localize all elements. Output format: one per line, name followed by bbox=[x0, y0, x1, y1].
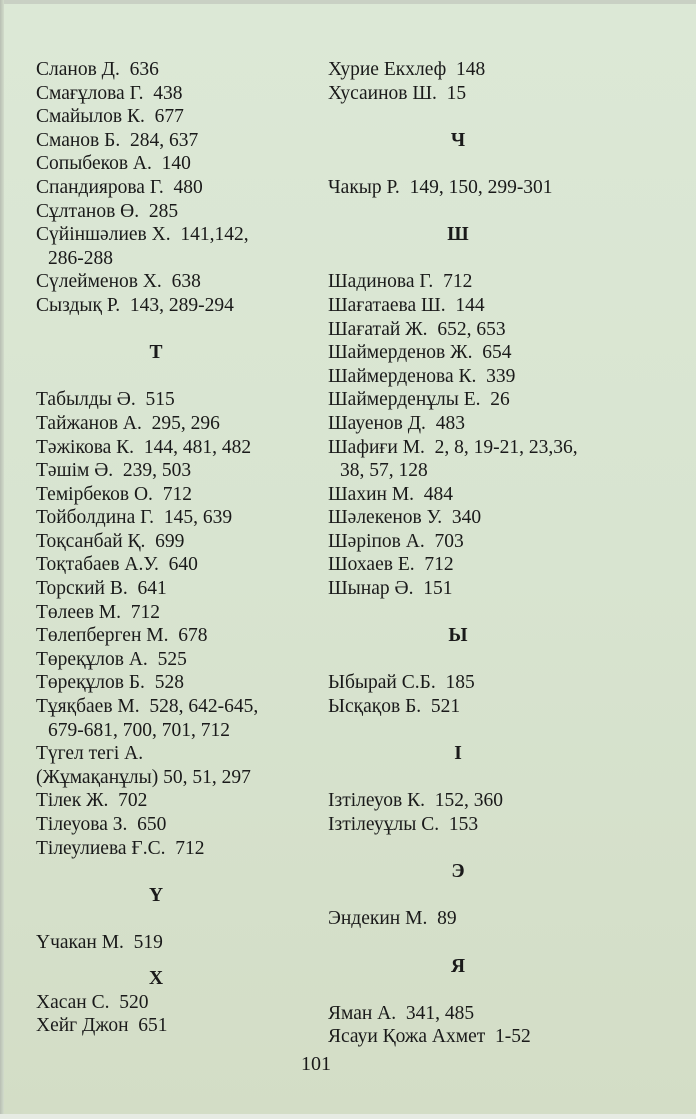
entry-page-refs: 640 bbox=[168, 554, 198, 576]
entry-name: Ыбырай С.Б. bbox=[328, 672, 436, 694]
entry-name: Смағұлова Г. bbox=[36, 82, 144, 104]
index-entry bbox=[328, 294, 628, 318]
entry-page-refs: 144, 481, 482 bbox=[143, 436, 252, 458]
index-entry bbox=[36, 294, 316, 318]
index-entry bbox=[328, 436, 628, 483]
index-entry bbox=[36, 695, 316, 742]
entry-name: Тоқтабаев А.У. bbox=[36, 554, 159, 576]
index-column-right bbox=[328, 58, 628, 1049]
entry-name: Хасан С. bbox=[36, 991, 110, 1013]
entry-page-refs: 145, 639 bbox=[163, 507, 233, 529]
entry-name: Шохаев Е. bbox=[328, 554, 415, 576]
entry-name: Эндекин М. bbox=[328, 908, 428, 930]
index-entry bbox=[36, 129, 316, 153]
page-bottom-edge bbox=[0, 1114, 696, 1119]
index-entry bbox=[328, 412, 628, 436]
entry-page-refs: 702 bbox=[118, 790, 148, 812]
letter-heading: Ш bbox=[447, 224, 469, 246]
entry-page-refs-continued: 38, 57, 128 bbox=[340, 460, 428, 482]
entry-page-refs: 712 bbox=[175, 837, 205, 859]
entry-page-refs: 638 bbox=[171, 271, 201, 293]
entry-page-refs: 515 bbox=[145, 389, 175, 411]
entry-page-refs: 285 bbox=[148, 200, 179, 222]
entry-page-refs: 712 bbox=[130, 601, 160, 623]
entry-name: Сланов Д. bbox=[36, 59, 120, 80]
index-entry bbox=[36, 742, 316, 789]
entry-page-refs: 528, 642-645, bbox=[149, 696, 259, 718]
letter-heading: Э bbox=[451, 861, 465, 883]
letter-heading: Х bbox=[148, 967, 164, 989]
entry-name: Смайылов К. bbox=[36, 106, 145, 128]
index-entry bbox=[36, 837, 316, 861]
entry-name: Түгел тегі А. bbox=[36, 743, 144, 765]
entry-page-refs: 152, 360 bbox=[434, 790, 504, 812]
index-entry bbox=[36, 176, 316, 200]
entry-name: Шынар Ә. bbox=[328, 578, 414, 600]
entry-name: Сүлейменов Х. bbox=[36, 271, 162, 293]
entry-page-refs: 699 bbox=[155, 530, 185, 552]
entry-page-refs: 520 bbox=[119, 991, 149, 1013]
entry-continued: (Жұмақанұлы) 50, 51, 297 bbox=[36, 766, 251, 788]
entry-name: Төреқұлов А. bbox=[36, 648, 148, 670]
index-entry bbox=[328, 813, 628, 837]
entry-name: Тәшім Ә. bbox=[36, 460, 114, 482]
index-entry bbox=[36, 671, 316, 695]
entry-page-refs: 641 bbox=[137, 578, 167, 600]
index-entry bbox=[36, 200, 316, 224]
index-entry bbox=[328, 907, 628, 931]
entry-name: Ізтілеуов К. bbox=[328, 790, 426, 812]
entry-page-refs: 149, 150, 299-301 bbox=[409, 176, 553, 198]
entry-page-refs: 438 bbox=[153, 82, 183, 104]
entry-page-refs: 148 bbox=[455, 59, 486, 80]
entry-page-refs: 650 bbox=[137, 814, 167, 835]
entry-name: Хусаинов Ш. bbox=[328, 82, 437, 104]
entry-name: Тілеулиева Ғ.С. bbox=[36, 837, 166, 859]
entry-name: Чакыр Р. bbox=[328, 176, 400, 198]
index-column-left bbox=[36, 58, 316, 1038]
index-entry bbox=[328, 1002, 628, 1026]
entry-name: Табылды Ә. bbox=[36, 389, 136, 411]
letter-heading: Ы bbox=[448, 625, 468, 647]
index-entry bbox=[36, 105, 316, 129]
entry-page-refs: 519 bbox=[133, 932, 163, 954]
letter-heading: Ү bbox=[148, 885, 164, 907]
entry-name: Тойболдина Г. bbox=[36, 507, 155, 529]
entry-name: Шәріпов А. bbox=[328, 530, 425, 552]
index-entry bbox=[36, 459, 316, 483]
entry-name: Тұяқбаев М. bbox=[36, 696, 140, 718]
entry-page-refs: 1-52 bbox=[495, 1026, 531, 1048]
entry-page-refs: 712 bbox=[162, 483, 192, 505]
entry-page-refs: 185 bbox=[445, 672, 475, 694]
entry-name: Ізтілеуұлы С. bbox=[328, 814, 440, 835]
entry-name: Ысқақов Б. bbox=[328, 696, 422, 718]
letter-heading: Т bbox=[149, 342, 163, 364]
entry-name: Ясауи Қожа Ахмет bbox=[328, 1026, 486, 1048]
index-entry bbox=[36, 931, 316, 955]
entry-page-refs: 295, 296 bbox=[151, 412, 220, 434]
index-entry bbox=[36, 624, 316, 648]
entry-name: Тәжікова К. bbox=[36, 436, 135, 458]
entry-page-refs: 636 bbox=[129, 59, 159, 80]
index-entry bbox=[36, 553, 316, 577]
index-entry bbox=[36, 530, 316, 554]
entry-name: Шадинова Г. bbox=[328, 271, 434, 293]
index-entry bbox=[328, 341, 628, 365]
entry-page-refs: 483 bbox=[435, 412, 465, 434]
entry-page-refs: 153 bbox=[448, 814, 479, 835]
entry-name: Хейг Джон bbox=[36, 1015, 129, 1037]
entry-page-refs: 143, 289-294 bbox=[129, 294, 234, 316]
index-entry bbox=[36, 577, 316, 601]
entry-page-refs: 678 bbox=[178, 625, 208, 647]
index-entry bbox=[328, 530, 628, 554]
index-entry bbox=[328, 270, 628, 294]
index-entry bbox=[36, 436, 316, 460]
index-entry bbox=[36, 58, 316, 82]
entry-page-refs: 484 bbox=[423, 483, 454, 505]
index-entry bbox=[328, 506, 628, 530]
letter-heading: І bbox=[454, 743, 462, 765]
index-entry bbox=[328, 695, 628, 719]
letter-heading: Я bbox=[450, 955, 466, 977]
page-top-edge bbox=[0, 0, 696, 4]
index-entry bbox=[36, 270, 316, 294]
entry-name: Сүйіншәлиев Х. bbox=[36, 224, 171, 246]
entry-name: Шаймерденұлы Е. bbox=[328, 389, 481, 411]
entry-name: Тайжанов А. bbox=[36, 412, 142, 434]
entry-name: Шаймерденов Ж. bbox=[328, 342, 473, 364]
entry-name: Сманов Б. bbox=[36, 129, 121, 151]
index-entry bbox=[328, 58, 628, 82]
index-entry bbox=[328, 553, 628, 577]
entry-page-refs: 15 bbox=[446, 82, 467, 104]
entry-page-refs: 239, 503 bbox=[122, 460, 192, 482]
page-number: 101 bbox=[301, 1053, 331, 1075]
entry-page-refs: 525 bbox=[157, 648, 187, 670]
entry-page-refs: 151 bbox=[423, 578, 453, 600]
entry-name: Үчакан М. bbox=[36, 932, 124, 954]
entry-name: Спандиярова Г. bbox=[36, 176, 164, 198]
entry-name: Шаймерденова К. bbox=[328, 365, 477, 387]
entry-page-refs: 141,142, bbox=[180, 224, 249, 246]
index-entry bbox=[36, 991, 316, 1015]
entry-page-refs: 144 bbox=[455, 294, 485, 316]
index-entry bbox=[36, 388, 316, 412]
index-entry bbox=[36, 483, 316, 507]
index-entry bbox=[328, 388, 628, 412]
entry-page-refs-continued: 679-681, 700, 701, 712 bbox=[48, 719, 230, 741]
entry-page-refs: 712 bbox=[424, 554, 454, 576]
entry-page-refs: 654 bbox=[482, 342, 512, 364]
index-entry bbox=[36, 1014, 316, 1038]
index-entry bbox=[328, 318, 628, 342]
entry-page-refs: 528 bbox=[154, 672, 184, 694]
entry-page-refs: 140 bbox=[161, 153, 191, 175]
index-entry bbox=[328, 176, 628, 200]
index-entry bbox=[328, 483, 628, 507]
entry-page-refs: 26 bbox=[490, 389, 510, 411]
entry-name: Төлеев М. bbox=[36, 601, 121, 623]
index-entry bbox=[36, 648, 316, 672]
entry-name: Хурие Екхлеф bbox=[328, 59, 447, 80]
index-entry bbox=[328, 82, 628, 106]
entry-name: Тілеуова З. bbox=[36, 814, 128, 835]
entry-page-refs: 703 bbox=[434, 530, 464, 552]
index-entry bbox=[36, 82, 316, 106]
entry-page-refs: 480 bbox=[173, 176, 203, 198]
entry-page-refs: 521 bbox=[430, 696, 461, 718]
entry-page-refs: 89 bbox=[437, 908, 457, 930]
entry-name: Тоқсанбай Қ. bbox=[36, 530, 146, 552]
entry-name: Сопыбеков А. bbox=[36, 153, 152, 175]
entry-page-refs: 284, 637 bbox=[129, 129, 199, 151]
entry-page-refs: 341, 485 bbox=[405, 1002, 475, 1024]
index-entry bbox=[36, 789, 316, 813]
entry-name: Шәлекенов У. bbox=[328, 507, 443, 529]
entry-name: Тілек Ж. bbox=[36, 790, 109, 812]
entry-page-refs: 651 bbox=[138, 1015, 168, 1037]
entry-name: Шағатаева Ш. bbox=[328, 294, 446, 316]
entry-name: Темірбеков О. bbox=[36, 483, 153, 505]
entry-name: Шағатай Ж. bbox=[328, 318, 428, 340]
entry-page-refs-continued: 286-288 bbox=[48, 247, 113, 269]
index-entry bbox=[36, 813, 316, 837]
entry-name: Шауенов Д. bbox=[328, 412, 426, 434]
entry-page-refs: 712 bbox=[443, 271, 473, 293]
entry-name: Шахин М. bbox=[328, 483, 415, 505]
index-entry bbox=[328, 577, 628, 601]
entry-page-refs: 340 bbox=[451, 507, 482, 529]
entry-name: Төлепберген М. bbox=[36, 625, 169, 647]
index-entry bbox=[36, 223, 316, 270]
entry-name: Төреқұлов Б. bbox=[36, 672, 145, 694]
entry-name: Сыздық Р. bbox=[36, 294, 121, 316]
entry-page-refs: 2, 8, 19-21, 23,36, bbox=[434, 436, 578, 458]
page-left-edge bbox=[0, 0, 4, 1119]
letter-heading: Ч bbox=[450, 129, 466, 151]
entry-page-refs: 339 bbox=[486, 365, 516, 387]
entry-name: Сұлтанов Ө. bbox=[36, 200, 140, 222]
index-entry bbox=[36, 152, 316, 176]
index-entry bbox=[36, 601, 316, 625]
entry-name: Яман А. bbox=[328, 1002, 397, 1024]
index-entry bbox=[328, 671, 628, 695]
index-entry bbox=[36, 412, 316, 436]
entry-name: Торский В. bbox=[36, 578, 128, 600]
index-entry bbox=[328, 1025, 628, 1049]
index-entry bbox=[36, 506, 316, 530]
entry-page-refs: 652, 653 bbox=[437, 318, 506, 340]
entry-name: Шафиғи М. bbox=[328, 436, 425, 458]
index-entry bbox=[328, 365, 628, 389]
entry-page-refs: 677 bbox=[154, 106, 184, 128]
index-entry bbox=[328, 789, 628, 813]
